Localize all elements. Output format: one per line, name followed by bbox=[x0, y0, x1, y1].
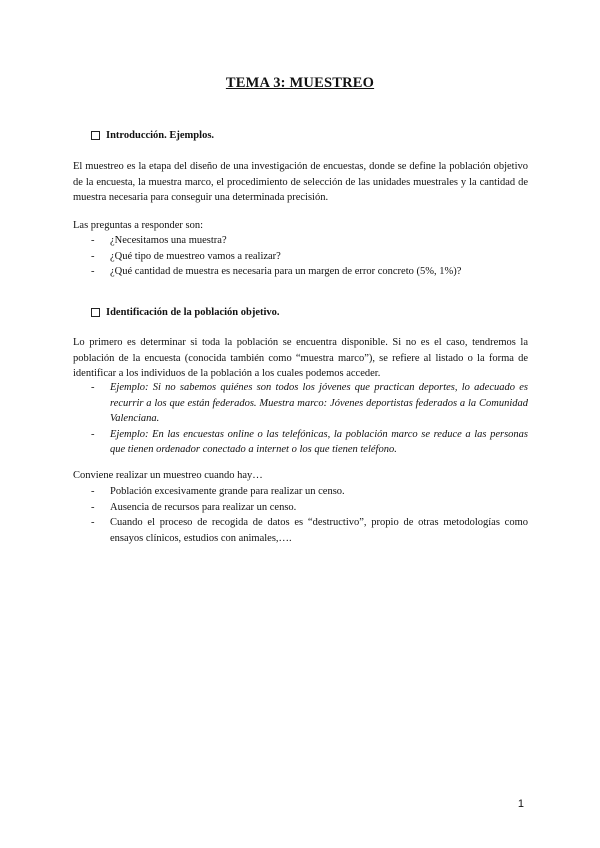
list-item: - Cuando el proceso de recogida de datos es “destructivo”, propio de otras metodologías como ensayos clínicos, estudios con animales,…. bbox=[91, 517, 528, 544]
checkbox-icon bbox=[91, 131, 100, 140]
list-item: - Ejemplo: En las encuestas online o las telefónicas, la población marco se reduce a las personas que tienen ordenador conectado a internet o los que tienen teléfono. bbox=[91, 428, 528, 455]
dash-bullet: - bbox=[91, 250, 95, 262]
list-item: - Ejemplo: Si no sabemos quiénes son todos los jóvenes que practican deportes, lo adecuado es recurrir a los que están federados. Muestra marco: Jóvenes deportistas federados a la Comunidad Valenciana. bbox=[91, 382, 528, 424]
list-item: - ¿Qué tipo de muestreo vamos a realizar? bbox=[73, 249, 528, 265]
checkbox-icon bbox=[91, 308, 100, 317]
examples-list bbox=[73, 380, 528, 458]
list-item: - ¿Necesitamos una muestra? bbox=[73, 233, 528, 249]
page-number: 1 bbox=[517, 798, 524, 810]
section-heading-label: Identificación de la población objetivo. bbox=[106, 307, 280, 318]
list-item: - Ausencia de recursos para realizar un censo. bbox=[73, 500, 528, 516]
section-heading-poblacion bbox=[91, 307, 280, 318]
section-heading-label: Introducción. Ejemplos. bbox=[106, 130, 215, 141]
dash-bullet: - bbox=[91, 501, 95, 513]
dash-bullet: - bbox=[91, 517, 95, 528]
conviene-list bbox=[73, 484, 528, 546]
questions-list bbox=[73, 233, 528, 280]
conviene-label: Conviene realizar un muestreo cuando hay… bbox=[73, 470, 263, 481]
list-item: - Población excesivamente grande para realizar un censo. bbox=[73, 484, 528, 500]
dash-bullet: - bbox=[91, 235, 95, 246]
dash-bullet: - bbox=[91, 266, 95, 277]
dash-bullet: - bbox=[91, 486, 95, 497]
dash-bullet: - bbox=[91, 382, 95, 393]
poblacion-paragraph: Lo primero es determinar si toda la población se encuentra disponible. Si no es el caso, tendremos la población de la encuesta (conocida también como “muestra marco”), se refiere al listado o la forma de identificar a los individuos de la población a los cuales podemos acceder. bbox=[73, 337, 528, 379]
section-heading-intro bbox=[91, 130, 214, 141]
page-title: TEMA 3: MUESTREO bbox=[225, 75, 375, 91]
intro-paragraph: El muestreo es la etapa del diseño de una investigación de encuestas, donde se define la población objetivo de la encuesta, la muestra marco, el procedimiento de selección de las unidades muestrales y la cantidad de muestra necesaria para conseguir una determinada precisión. bbox=[73, 161, 528, 203]
dash-bullet: - bbox=[91, 428, 95, 440]
questions-label: Las preguntas a responder son: bbox=[73, 220, 204, 231]
list-item: - ¿Qué cantidad de muestra es necesaria para un margen de error concreto (5%, 1%)? bbox=[73, 264, 528, 280]
